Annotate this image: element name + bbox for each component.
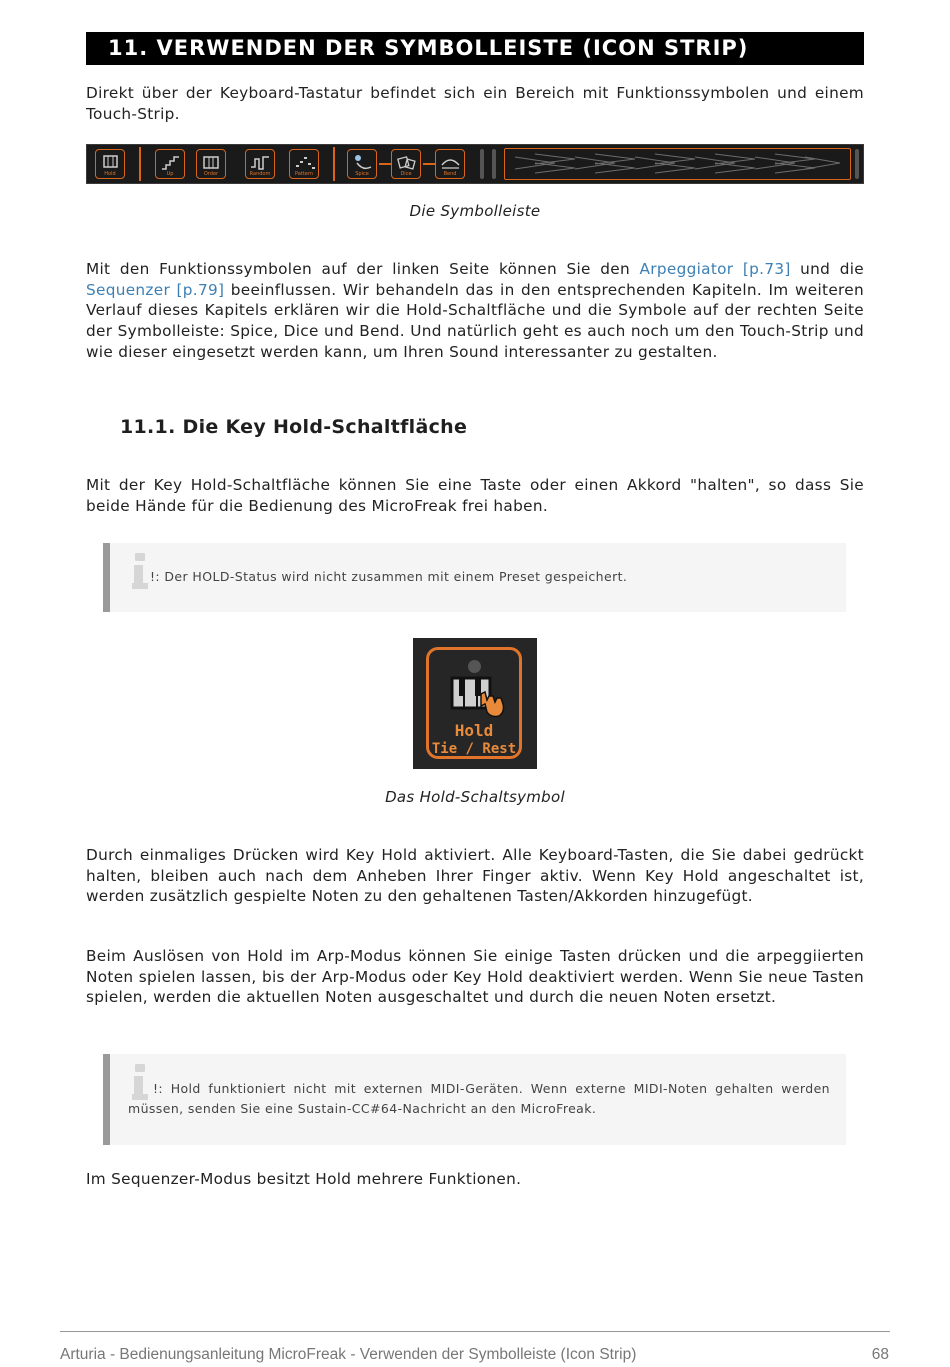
paragraph-text: Mit den Funktionssymbolen auf der linken Seite können Sie den [86,260,640,278]
random-icon [245,149,275,179]
toolbar-button-label: Spice [355,171,369,177]
chapter-title: 11. VERWENDEN DER SYMBOLLEISTE (ICON STRIP) [86,32,864,65]
paragraph-text: beeinflussen. Wir behandeln das in den entsprechenden Kapiteln. Im weiteren Verlauf dieses Kapitels erklären wir die Hold-Schaltfläche und die Symbole auf der rechten Seite der Symbolleiste: Spice, Dice und Bend. Und natürlich geht es auch noch um den Touch-Strip und wie dieser eingesetzt werden kann, um Ihren Sound interessanter zu gestalten. [86,280,864,361]
note-box [103,543,846,612]
touch-strip [504,148,851,180]
toolbar-button-label: Hold [104,171,116,177]
toolbar-slot [480,149,484,179]
toolbar-button-label: Pattern [295,171,313,177]
hold-button-image [413,638,537,769]
toolbar-divider [333,147,335,181]
toolbar-button-label: Dice [400,171,412,177]
caption-toolbar: Die Symbolleiste [409,202,541,220]
piano-hand-icon [429,674,519,724]
toolbar-button-label: Random [249,171,271,177]
hold-icon [95,149,125,179]
spice-icon [347,149,377,179]
paragraph-text: und die [790,260,864,278]
toolbar-connector [379,163,391,165]
toolbar-connector [423,163,435,165]
footer-text: Arturia - Bedienungsanleitung MicroFreak - Verwenden der Symbolleiste (Icon Strip) [60,1346,637,1363]
note-text: !: Hold funktioniert nicht mit externen MIDI-Geräten. Wenn externe MIDI-Noten gehalten werden müssen, senden Sie eine Sustain-CC#64-Nachricht an den MicroFreak. [128,1081,830,1116]
toolbar-slot [855,149,859,179]
icon-strip-image [86,144,864,184]
intro-paragraph: Direkt über der Keyboard-Tastatur befindet sich ein Bereich mit Funktionssymbolen und einem Touch-Strip. [86,84,864,123]
order-icon [196,149,226,179]
sequenzer-link[interactable]: Sequenzer [p.79] [86,280,225,299]
caption-hold: Das Hold-Schaltsymbol [385,788,565,806]
footer-divider [60,1331,890,1332]
functions-paragraph [86,259,864,363]
pattern-icon [289,149,319,179]
hold-activation-paragraph: Durch einmaliges Drücken wird Key Hold aktiviert. Alle Keyboard-Tasten, die Sie dabei gedrückt halten, bleiben auch nach dem Anheben Ihrer Finger aktiv. Wenn Key Hold angeschaltet ist, werden zusätzlich gespielte Noten zu den gehaltenen Tasten/Akkorden hinzugefügt. [86,846,864,906]
hold-label: Hold [454,721,494,740]
arpeggiator-link[interactable]: Arpeggiator [p.73] [639,260,791,278]
led-indicator [468,660,481,673]
toolbar-button-label: Up [166,171,174,177]
sequencer-paragraph: Im Sequenzer-Modus besitzt Hold mehrere Funktionen. [86,1170,522,1188]
note-box [103,1054,846,1145]
toolbar-button-label: Order [203,171,219,177]
toolbar-divider [139,147,141,181]
info-icon [132,553,148,593]
bend-icon [435,149,465,179]
dice-icon [391,149,421,179]
arp-mode-paragraph: Beim Auslösen von Hold im Arp-Modus können Sie einige Tasten drücken und die arpeggiierten Noten spielen lassen, bis der Arp-Modus oder Key Hold deaktiviert werden. Wenn Sie neue Tasten spielen, werden die aktuellen Noten ausgeschaltet und durch die neuen Noten ersetzt. [86,947,864,1007]
page-number: 68 [871,1346,889,1363]
section-title: 11.1. Die Key Hold-Schaltfläche [120,416,468,438]
tie-rest-label: Tie / Rest [431,741,517,757]
toolbar-button-label: Bend [443,171,457,177]
up-icon [155,149,185,179]
toolbar-slot [492,149,496,179]
key-hold-paragraph: Mit der Key Hold-Schaltfläche können Sie eine Taste oder einen Akkord "halten", so dass Sie beide Hände für die Bedienung des MicroFreak frei haben. [86,476,864,515]
hold-frame [426,647,522,759]
note-text: !: Der HOLD-Status wird nicht zusammen mit einem Preset gespeichert. [150,569,628,584]
